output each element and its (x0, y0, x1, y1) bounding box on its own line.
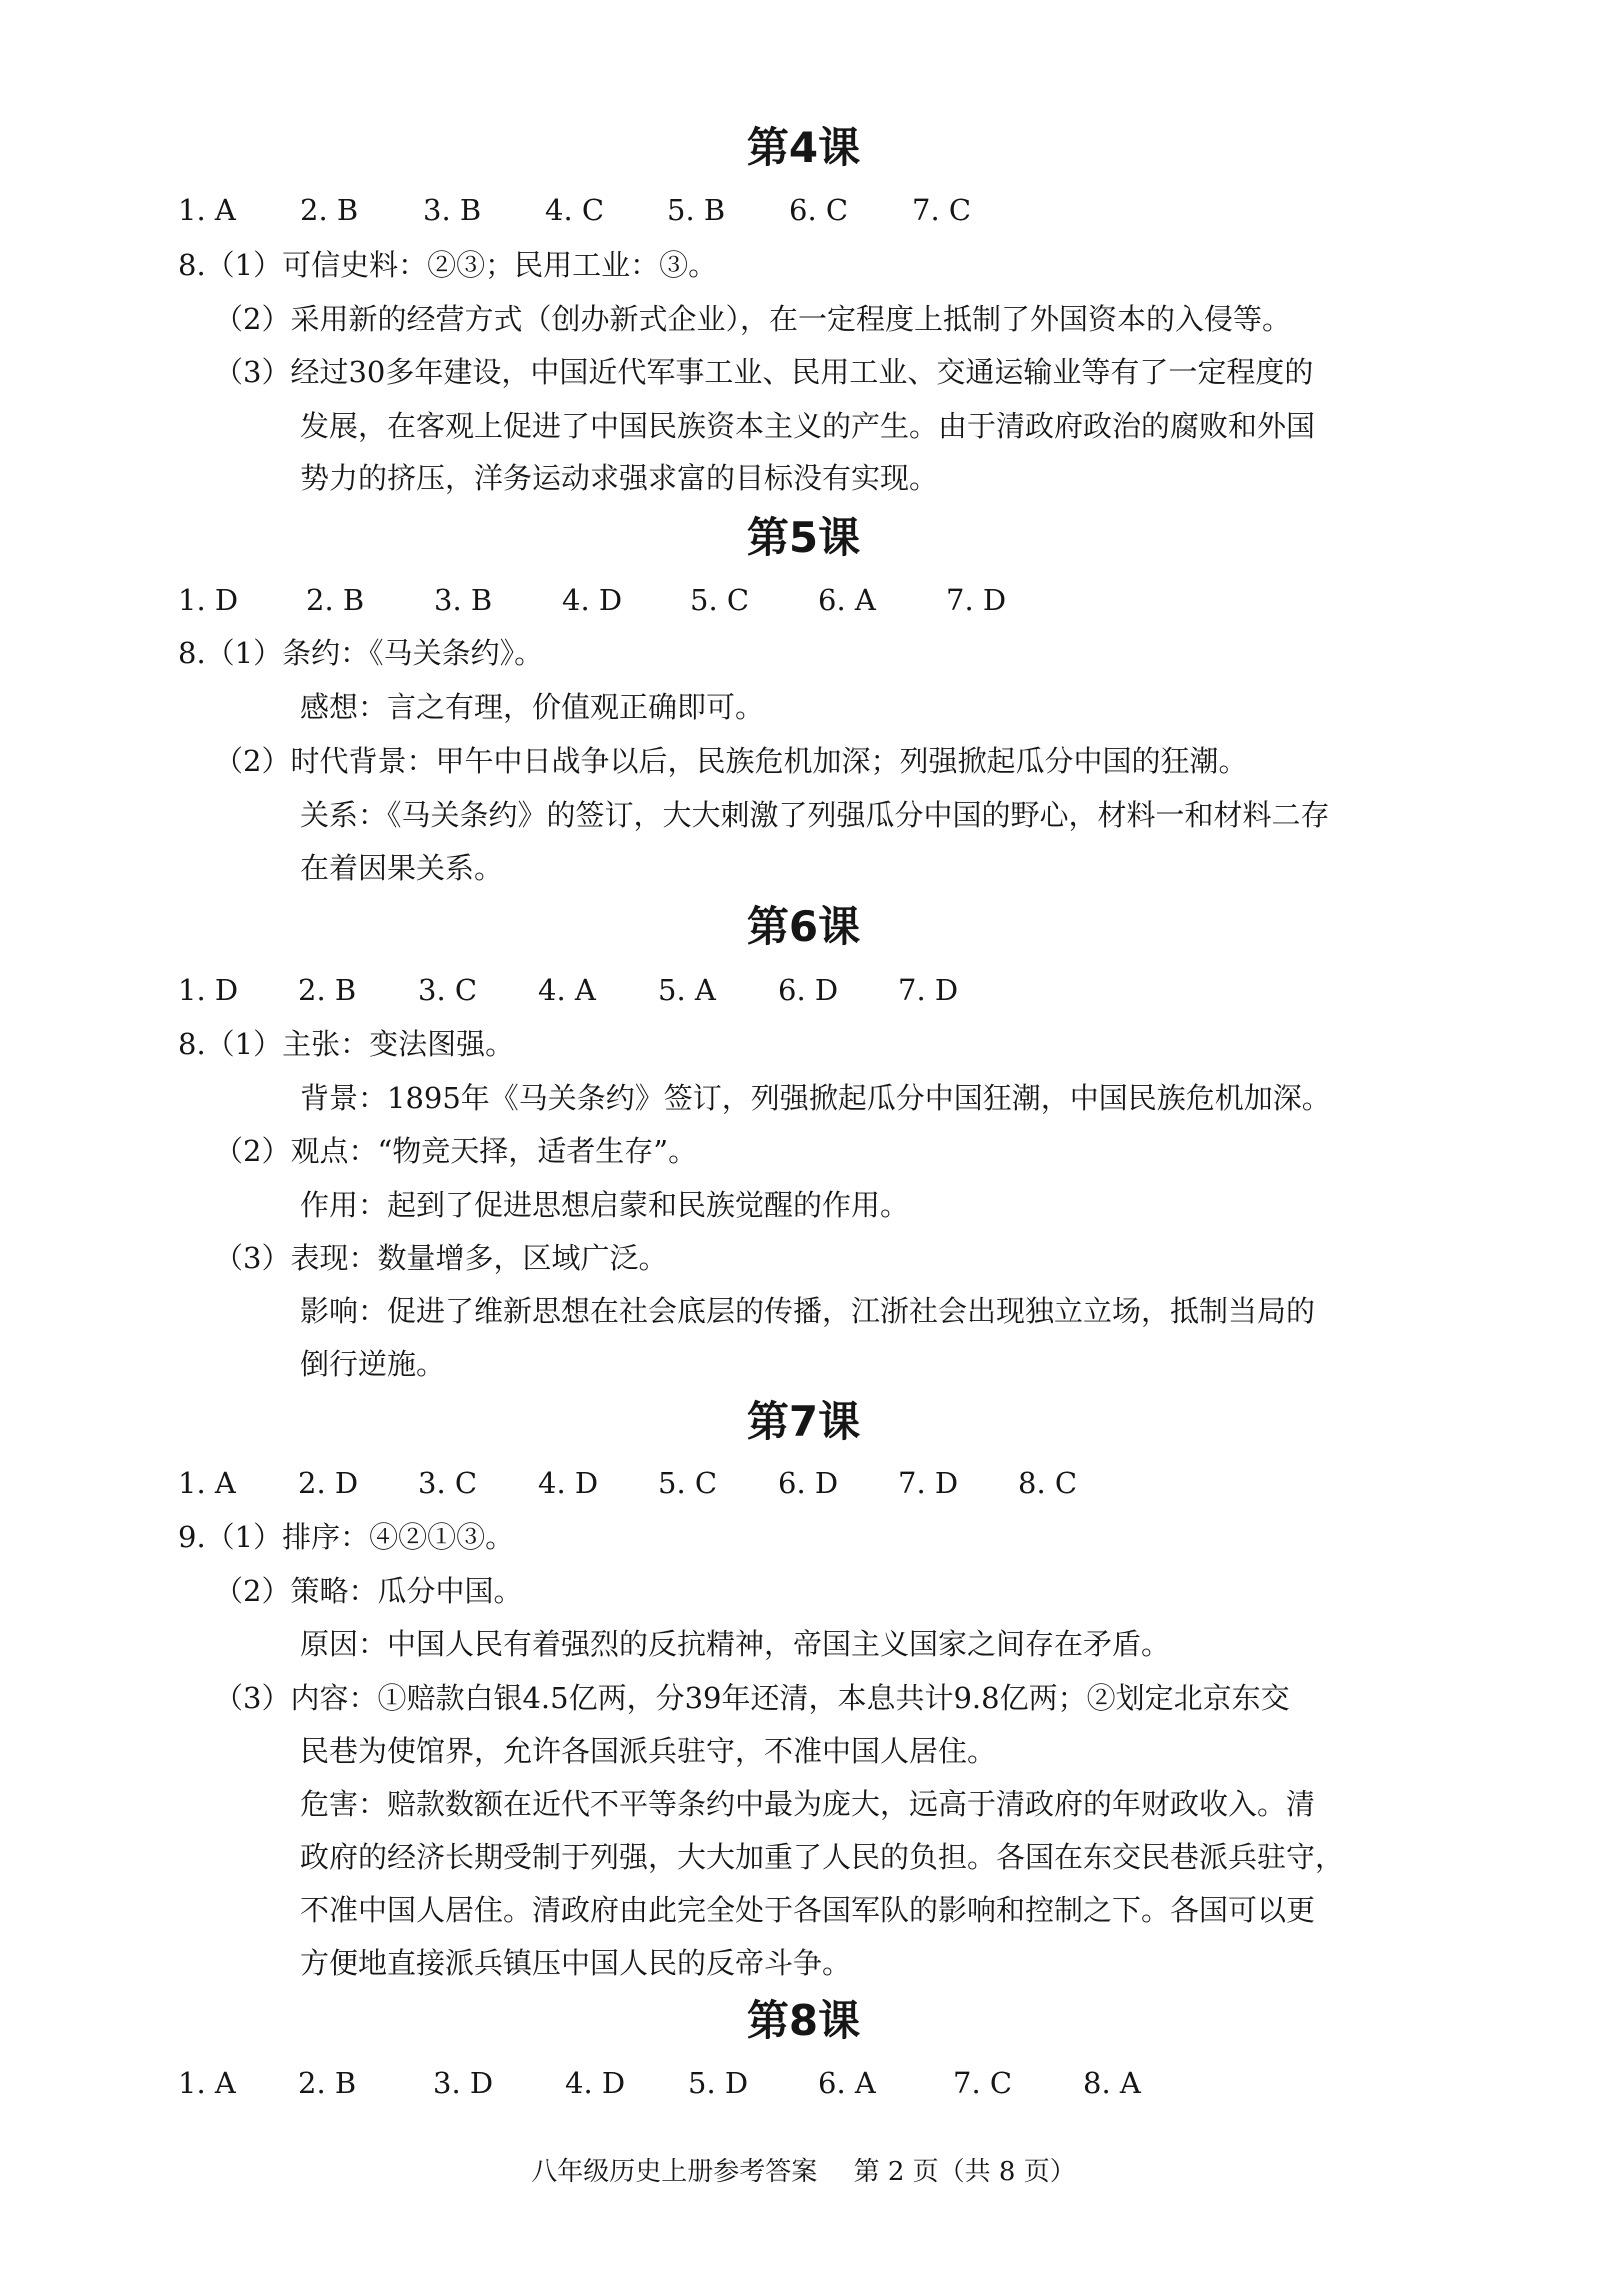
answer-line: （3）经过30多年建设，中国近代军事工业、民用工业、交通运输业等有了一定程度的 (214, 355, 1314, 389)
choice-answer: 7. D (946, 583, 1007, 617)
answer-line: （3）表现：数量增多，区域广泛。 (214, 1241, 668, 1275)
answer-line: 8.（1）条约：《马关条约》。 (178, 636, 544, 670)
answer-line: 原因：中国人民有着强烈的反抗精神，帝国主义国家之间存在矛盾。 (300, 1627, 1171, 1661)
answer-line: （3）内容：①赔款白银4.5亿两，分39年还清，本息共计9.8亿两；②划定北京东交 (214, 1681, 1290, 1715)
choice-answer: 3. C (418, 1466, 478, 1500)
answer-line: 作用：起到了促进思想启蒙和民族觉醒的作用。 (300, 1188, 910, 1222)
answer-line: 8.（1）主张：变法图强。 (178, 1027, 515, 1061)
choice-answer: 2. B (298, 2066, 357, 2100)
answer-line: （2）策略：瓜分中国。 (214, 1574, 523, 1608)
choice-answer: 6. A (818, 583, 876, 617)
choice-answer: 5. A (658, 973, 716, 1007)
choice-answer: 5. D (688, 2066, 749, 2100)
choice-answer: 6. D (778, 973, 839, 1007)
choice-answer: 5. B (667, 193, 726, 227)
choice-answer: 7. D (898, 973, 959, 1007)
answer-line: 9.（1）排序：④②①③。 (178, 1520, 515, 1554)
answer-line: 政府的经济长期受制于列强，大大加重了人民的负担。各国在东交民巷派兵驻守， (300, 1840, 1345, 1874)
lesson-7-title: 第7课 (746, 1397, 861, 1446)
choice-answer: 6. D (778, 1466, 839, 1500)
answer-line: 8.（1）可信史料：②③；民用工业：③。 (178, 248, 718, 282)
answer-line: 在着因果关系。 (300, 851, 504, 885)
choice-answer: 3. D (433, 2066, 494, 2100)
footer-page-number: 第 2 页（共 8 页） (853, 2157, 1076, 2187)
choice-answer: 1. D (178, 583, 239, 617)
choice-answer: 3. C (418, 973, 478, 1007)
choice-answer: 1. A (178, 2066, 236, 2100)
answer-line: 方便地直接派兵镇压中国人民的反帝斗争。 (300, 1946, 852, 1980)
choice-answer: 6. C (789, 193, 849, 227)
choice-answer: 4. D (565, 2066, 626, 2100)
choice-answer: 3. B (434, 583, 493, 617)
answer-line: （2）采用新的经营方式（创办新式企业），在一定程度上抵制了外国资本的入侵等。 (214, 302, 1291, 336)
choice-answer: 2. D (298, 1466, 359, 1500)
page-footer (0, 2155, 1607, 2189)
answer-line: 感想：言之有理，价值观正确即可。 (300, 690, 765, 724)
choice-answer: 7. D (898, 1466, 959, 1500)
choice-answer: 1. A (178, 1466, 236, 1500)
choice-answer: 1. A (178, 193, 236, 227)
choice-answer: 5. C (690, 583, 750, 617)
choice-answer: 1. D (178, 973, 239, 1007)
answer-line: （2）时代背景：甲午中日战争以后，民族危机加深；列强掀起瓜分中国的狂潮。 (214, 744, 1248, 778)
choice-answer: 4. C (545, 193, 605, 227)
answer-line: 关系：《马关条约》的签订，大大刺激了列强瓜分中国的野心，材料一和材料二存 (300, 798, 1330, 832)
lesson-8-title: 第8课 (746, 1996, 861, 2045)
answer-line: 民巷为使馆界，允许各国派兵驻守，不准中国人居住。 (300, 1734, 997, 1768)
choice-answer: 4. D (562, 583, 623, 617)
choice-answer: 4. A (538, 973, 596, 1007)
answer-line: 倒行逆施。 (300, 1347, 446, 1381)
choice-answer: 6. A (818, 2066, 876, 2100)
choice-answer: 2. B (300, 193, 359, 227)
choice-answer: 8. C (1018, 1466, 1078, 1500)
footer-book-title: 八年级历史上册参考答案 (531, 2157, 818, 2187)
answer-line: 背景：1895年《马关条约》签订，列强掀起瓜分中国狂潮，中国民族危机加深。 (300, 1081, 1331, 1115)
answer-line: 不准中国人居住。清政府由此完全处于各国军队的影响和控制之下。各国可以更 (300, 1893, 1316, 1927)
choice-answer: 3. B (423, 193, 482, 227)
answer-line: 势力的挤压，洋务运动求强求富的目标没有实现。 (300, 461, 939, 495)
answer-line: 危害：赔款数额在近代不平等条约中最为庞大，远高于清政府的年财政收入。清 (300, 1787, 1316, 1821)
answer-line: （2）观点：“物竞天择，适者生存”。 (214, 1134, 698, 1168)
choice-answer: 2. B (306, 583, 365, 617)
choice-answer: 5. C (658, 1466, 718, 1500)
answer-line: 影响：促进了维新思想在社会底层的传播，江浙社会出现独立立场，抵制当局的 (300, 1294, 1316, 1328)
answer-line: 发展，在客观上促进了中国民族资本主义的产生。由于清政府政治的腐败和外国 (300, 409, 1316, 443)
lesson-6-title: 第6课 (746, 902, 861, 951)
lesson-5-title: 第5课 (746, 513, 861, 562)
choice-answer: 7. C (953, 2066, 1013, 2100)
choice-answer: 4. D (538, 1466, 599, 1500)
choice-answer: 8. A (1083, 2066, 1141, 2100)
lesson-4-title: 第4课 (746, 123, 861, 172)
choice-answer: 2. B (298, 973, 357, 1007)
choice-answer: 7. C (912, 193, 972, 227)
